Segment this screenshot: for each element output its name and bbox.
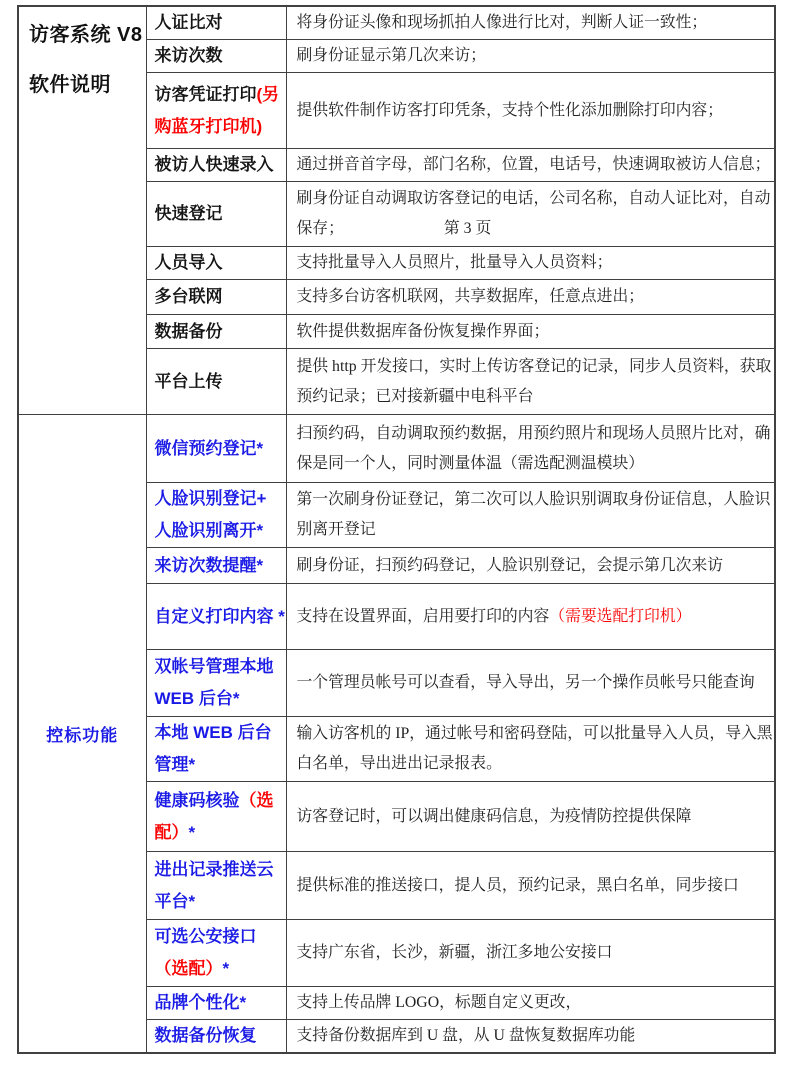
feature-desc: 提供软件制作访客打印凭条，支持个性化添加删除打印内容；	[296, 101, 724, 119]
doc-title-line2: 软件说明	[29, 74, 111, 96]
feature-desc: 将身份证头像和现场抓拍人像进行比对，判断人证一致性；	[296, 14, 708, 31]
doc-title-line1: 访客系统 V8	[29, 24, 143, 46]
feature-label-cell	[146, 182, 286, 247]
section1-header-cell	[18, 6, 146, 415]
feature-desc: 支持多台访客机联网，共享数据库，任意点进出；	[296, 288, 645, 305]
table-row	[18, 6, 775, 40]
feature-label: 进出记录推送云平台*	[154, 859, 274, 911]
software-spec-table	[17, 5, 776, 1054]
feature-label-cell	[146, 280, 286, 315]
feature-label: 来访次数	[154, 46, 223, 65]
feature-label: 来访次数提醒*	[154, 555, 264, 575]
feature-desc-cell	[286, 280, 775, 315]
feature-desc-cell	[286, 315, 775, 349]
feature-label: 访客凭证打印	[154, 84, 257, 104]
feature-desc-cell	[286, 548, 775, 584]
feature-label-cell	[146, 852, 286, 920]
feature-label-note: (另购蓝牙打印机)	[154, 84, 280, 136]
feature-label-suffix: *	[188, 822, 196, 842]
feature-desc-cell	[286, 584, 775, 650]
feature-label: 健康码核验	[154, 790, 240, 810]
feature-label-cell	[146, 247, 286, 280]
feature-desc: 提供 http 开发接口，实时上传访客登记的记录，同步人员资料，获取预约记录；已对接新疆中电科平台	[296, 357, 772, 405]
feature-desc-cell	[286, 182, 775, 247]
feature-desc: 支持上传品牌 LOGO，标题自定义更改，	[296, 994, 582, 1011]
feature-desc-cell	[286, 717, 775, 782]
feature-label: 平台上传	[154, 371, 223, 391]
feature-desc: 提供标准的推送接口，提人员，预约记录，黑白名单，同步接口	[296, 876, 739, 894]
feature-label: 微信预约登记*	[154, 438, 264, 458]
feature-label-cell	[146, 650, 286, 717]
feature-label-note: （选配）	[154, 959, 223, 978]
feature-desc: 扫预约码，自动调取预约数据，用预约照片和现场人员照片比对，确保是同一个人，同时测量体温（需选配测温模块）	[296, 424, 771, 472]
feature-desc: 第一次刷身份证登记，第二次可以人脸识别调取身份证信息，人脸识别离开登记	[296, 491, 771, 538]
feature-desc-cell	[286, 987, 775, 1020]
feature-label-cell	[146, 717, 286, 782]
feature-label-cell	[146, 548, 286, 584]
feature-label-cell	[146, 1020, 286, 1054]
feature-label: 人脸识别登记+ 人脸识别离开*	[154, 489, 267, 540]
document-page	[0, 5, 790, 1084]
feature-label-cell	[146, 315, 286, 349]
feature-label-cell	[146, 415, 286, 483]
feature-label-cell	[146, 584, 286, 650]
feature-label: 品牌个性化*	[154, 993, 247, 1012]
feature-desc: 通过拼音首字母，部门名称，位置，电话号，快速调取被访人信息；	[296, 156, 771, 173]
table-row	[18, 415, 775, 483]
feature-label-cell	[146, 73, 286, 149]
feature-desc-cell	[286, 650, 775, 717]
feature-desc-note: （需要选配打印机）	[549, 607, 692, 625]
feature-label: 人证比对	[154, 13, 223, 32]
feature-desc: 一个管理员帐号可以查看，导入导出，另一个操作员帐号只能查询	[296, 674, 755, 691]
feature-label-cell	[146, 349, 286, 415]
feature-desc: 支持批量导入人员照片，批量导入人员资料；	[296, 254, 613, 271]
section-control-features	[18, 415, 775, 1054]
feature-desc: 输入访客机的 IP，通过帐号和密码登陆，可以批量导入人员，导入黑白名单，导出进出记录报表。	[296, 725, 773, 772]
feature-label: 数据备份恢复	[154, 1026, 257, 1045]
feature-label-cell	[146, 920, 286, 987]
feature-label: 本地 WEB 后台管理*	[154, 723, 272, 774]
feature-label: 快速登记	[154, 204, 223, 223]
feature-desc: 刷身份证，扫预约码登记，人脸识别登记，会提示第几次来访	[296, 556, 724, 574]
feature-label: 多台联网	[154, 287, 223, 306]
feature-desc: 软件提供数据库备份恢复操作界面；	[296, 322, 550, 340]
feature-label: 被访人快速录入	[154, 155, 274, 174]
feature-label-cell	[146, 40, 286, 73]
feature-desc: 访客登记时，可以调出健康码信息，为疫情防控提供保障	[296, 807, 692, 825]
feature-desc-cell	[286, 1020, 775, 1054]
section2-header-cell	[18, 415, 146, 1054]
section2-header-label: 控标功能	[46, 726, 119, 745]
feature-desc-cell	[286, 852, 775, 920]
feature-label-cell	[146, 483, 286, 548]
feature-label: 人员导入	[154, 253, 223, 272]
feature-label: 数据备份	[154, 321, 223, 341]
feature-desc: 支持广东省，长沙，新疆，浙江多地公安接口	[296, 944, 613, 961]
feature-desc-cell	[286, 6, 775, 40]
feature-desc-cell	[286, 349, 775, 415]
feature-label-cell	[146, 782, 286, 852]
feature-label-note: （选配）	[154, 790, 274, 842]
feature-desc-cell	[286, 415, 775, 483]
feature-label-cell	[146, 6, 286, 40]
feature-desc-cell	[286, 483, 775, 548]
feature-label: 双帐号管理本地WEB 后台*	[154, 657, 274, 708]
feature-desc-cell	[286, 73, 775, 149]
feature-label-cell	[146, 987, 286, 1020]
feature-desc: 刷身份证自动调取访客登记的电话，公司名称，自动人证比对，自动保存；	[296, 190, 771, 237]
page-number-marker: 第 3 页	[443, 220, 492, 237]
feature-desc-cell	[286, 40, 775, 73]
section-standard-features	[18, 6, 775, 415]
feature-label-cell	[146, 149, 286, 182]
feature-label: 可选公安接口	[154, 927, 257, 946]
feature-desc-cell	[286, 920, 775, 987]
feature-desc: 刷身份证显示第几次来访；	[296, 47, 487, 64]
feature-desc: 支持在设置界面，启用要打印的内容	[296, 607, 550, 625]
feature-desc: 支持备份数据库到 U 盘，从 U 盘恢复数据库功能	[296, 1027, 636, 1044]
feature-label-suffix: *	[222, 959, 230, 978]
feature-desc-cell	[286, 149, 775, 182]
feature-desc-cell	[286, 247, 775, 280]
feature-label: 自定义打印内容 *	[154, 606, 285, 626]
feature-desc-cell	[286, 782, 775, 852]
